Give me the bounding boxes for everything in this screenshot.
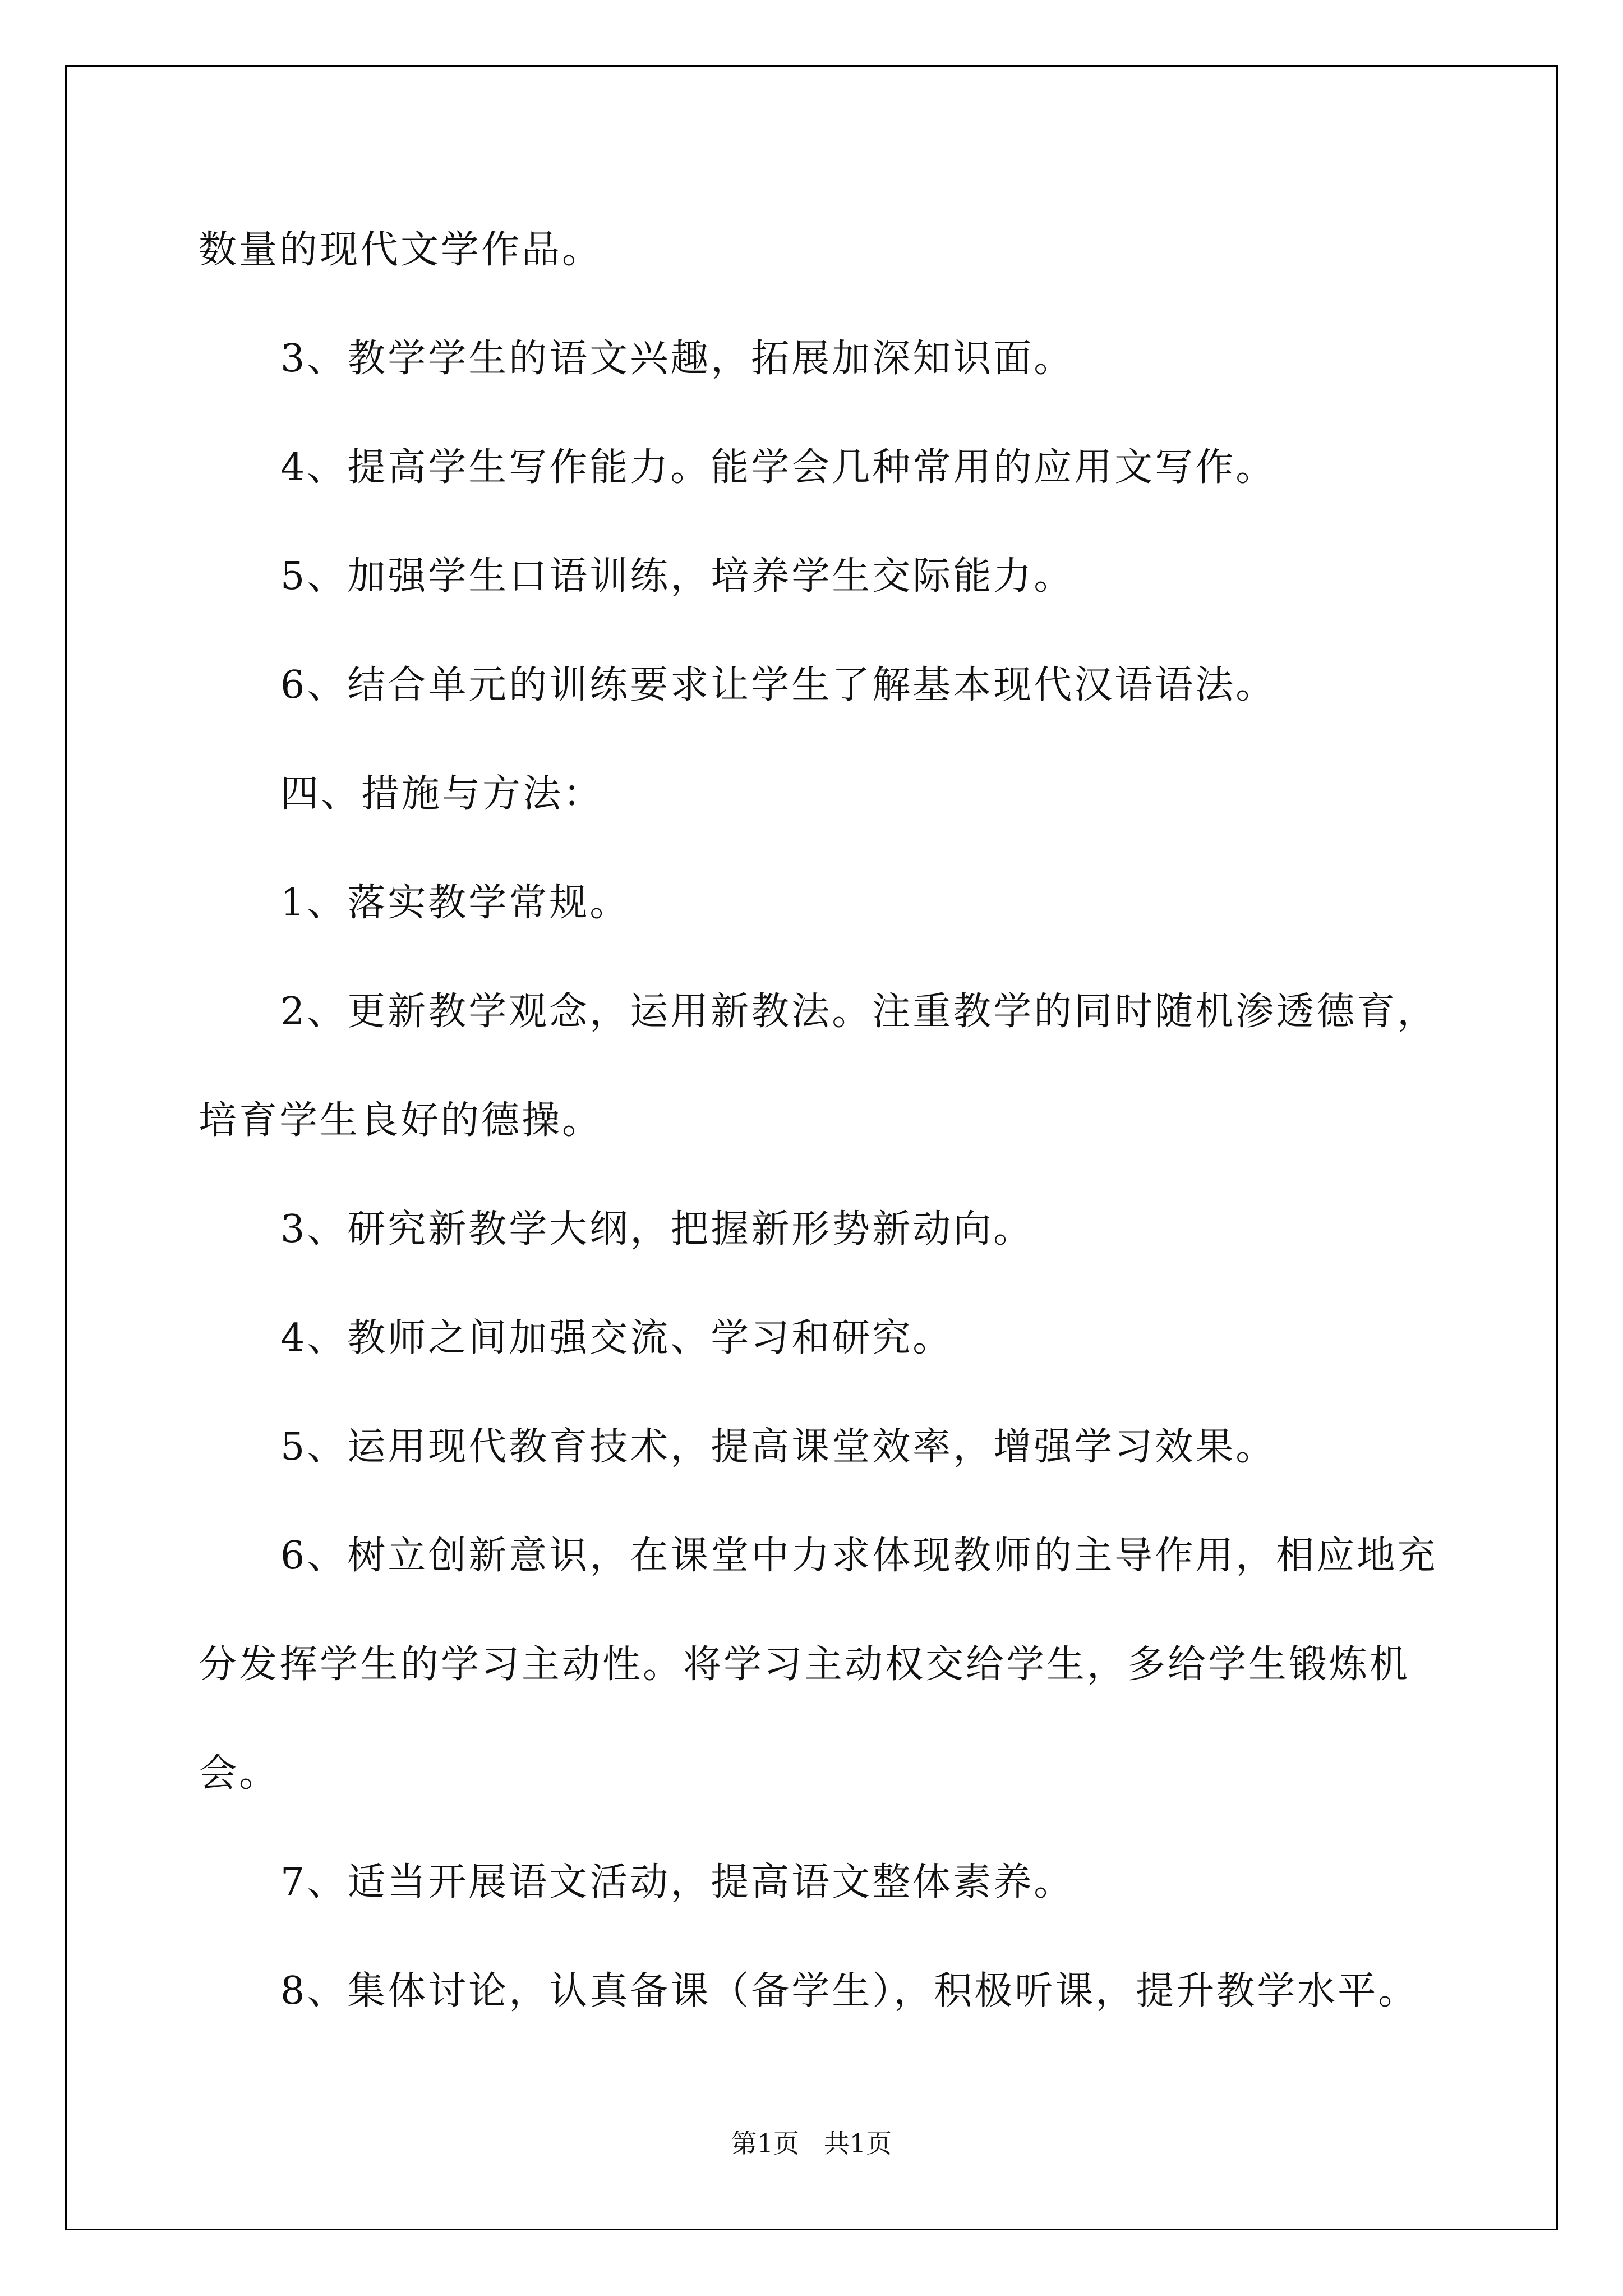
text-line: 7、适当开展语文活动，提高语文整体素养。	[280, 1860, 1075, 1904]
text-line: 4、提高学生写作能力。能学会几种常用的应用文写作。	[280, 445, 1276, 490]
text-line: 6、结合单元的训练要求让学生了解基本现代汉语语法。	[280, 663, 1276, 707]
section-heading: 四、措施与方法：	[280, 772, 604, 816]
text-line: 数量的现代文学作品。	[199, 228, 603, 272]
text-line: 3、研究新教学大纲，把握新形势新动向。	[280, 1207, 1034, 1251]
text-line: 5、运用现代教育技术，提高课堂效率，增强学习效果。	[280, 1425, 1276, 1469]
text-line: 分发挥学生的学习主动性。将学习主动权交给学生，多给学生锻炼机	[199, 1642, 1410, 1687]
text-line: 4、教师之间加强交流、学习和研究。	[280, 1316, 953, 1360]
text-line: 2、更新教学观念，运用新教法。注重教学的同时随机渗透德育，	[280, 990, 1438, 1034]
text-line: 8、集体讨论，认真备课（备学生），积极听课，提升教学水平。	[280, 1969, 1419, 2013]
page-number-footer: 第1页 共1页	[731, 2128, 892, 2159]
text-line: 3、教学学生的语文兴趣，拓展加深知识面。	[280, 337, 1075, 381]
text-line: 1、落实教学常规。	[280, 881, 630, 925]
text-line: 6、树立创新意识，在课堂中力求体现教师的主导作用，相应地充	[280, 1534, 1438, 1578]
text-line: 会。	[199, 1751, 280, 1796]
text-line: 培育学生良好的德操。	[199, 1098, 603, 1143]
text-line: 5、加强学生口语训练，培养学生交际能力。	[280, 554, 1075, 599]
page-border	[65, 65, 1558, 2230]
